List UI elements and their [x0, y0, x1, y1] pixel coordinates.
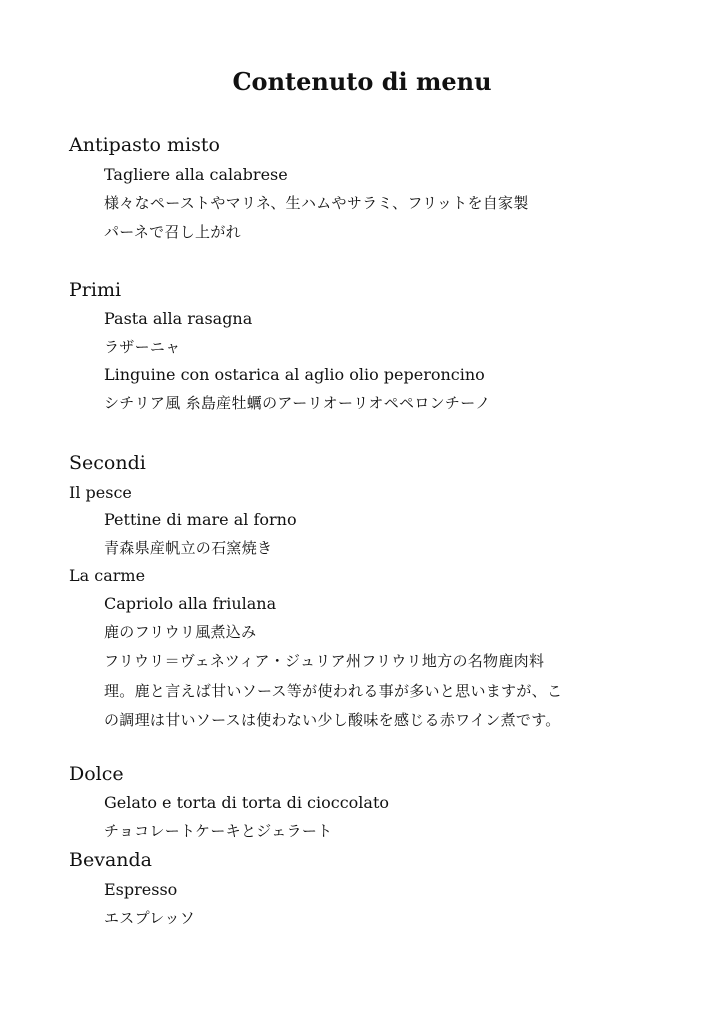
menu-item-japanese: チョコレートケーキとジェラート — [104, 822, 333, 840]
page-title: Contenuto di menu — [232, 67, 492, 96]
menu-item-description: の調理は甘いソースは使わない少し酸味を感じる赤ワイン煮です。 — [104, 711, 561, 729]
subsection-label-carne: La carme — [69, 566, 146, 585]
section-heading-primi: Primi — [69, 279, 122, 301]
subsection-label-pesce: Il pesce — [69, 483, 132, 502]
section-heading-secondi: Secondi — [69, 452, 146, 474]
menu-item-description: パーネで召し上がれ — [104, 223, 241, 241]
menu-item-japanese: シチリア風 糸島産牡蠣のアーリオーリオペペロンチーノ — [104, 394, 491, 412]
menu-item-japanese: エスプレッソ — [104, 909, 196, 927]
menu-item-name: Linguine con ostarica al aglio olio peperoncino — [104, 365, 485, 384]
menu-item-name: Capriolo alla friulana — [104, 594, 277, 613]
menu-item-japanese: 鹿のフリウリ風煮込み — [104, 623, 257, 641]
section-heading-dolce: Dolce — [69, 763, 124, 785]
menu-item-name: Pettine di mare al forno — [104, 510, 297, 529]
menu-item-name: Espresso — [104, 880, 178, 899]
section-heading-bevanda: Bevanda — [69, 849, 152, 871]
section-heading-antipasto: Antipasto misto — [69, 134, 220, 156]
menu-item-name: Pasta alla rasagna — [104, 309, 253, 328]
menu-item-japanese: ラザーニャ — [104, 338, 181, 356]
menu-item-name: Gelato e torta di torta di cioccolato — [104, 793, 390, 812]
menu-item-name: Tagliere alla calabrese — [104, 165, 288, 184]
menu-item-japanese: 青森県産帆立の石窯焼き — [104, 539, 273, 557]
menu-item-description: 理。鹿と言えば甘いソース等が使われる事が多いと思いますが、こ — [104, 682, 563, 700]
menu-item-description: フリウリ＝ヴェネツィア・ジュリア州フリウリ地方の名物鹿肉料 — [104, 652, 545, 670]
menu-item-description: 様々なペーストやマリネ、生ハムやサラミ、フリットを自家製 — [104, 194, 529, 212]
